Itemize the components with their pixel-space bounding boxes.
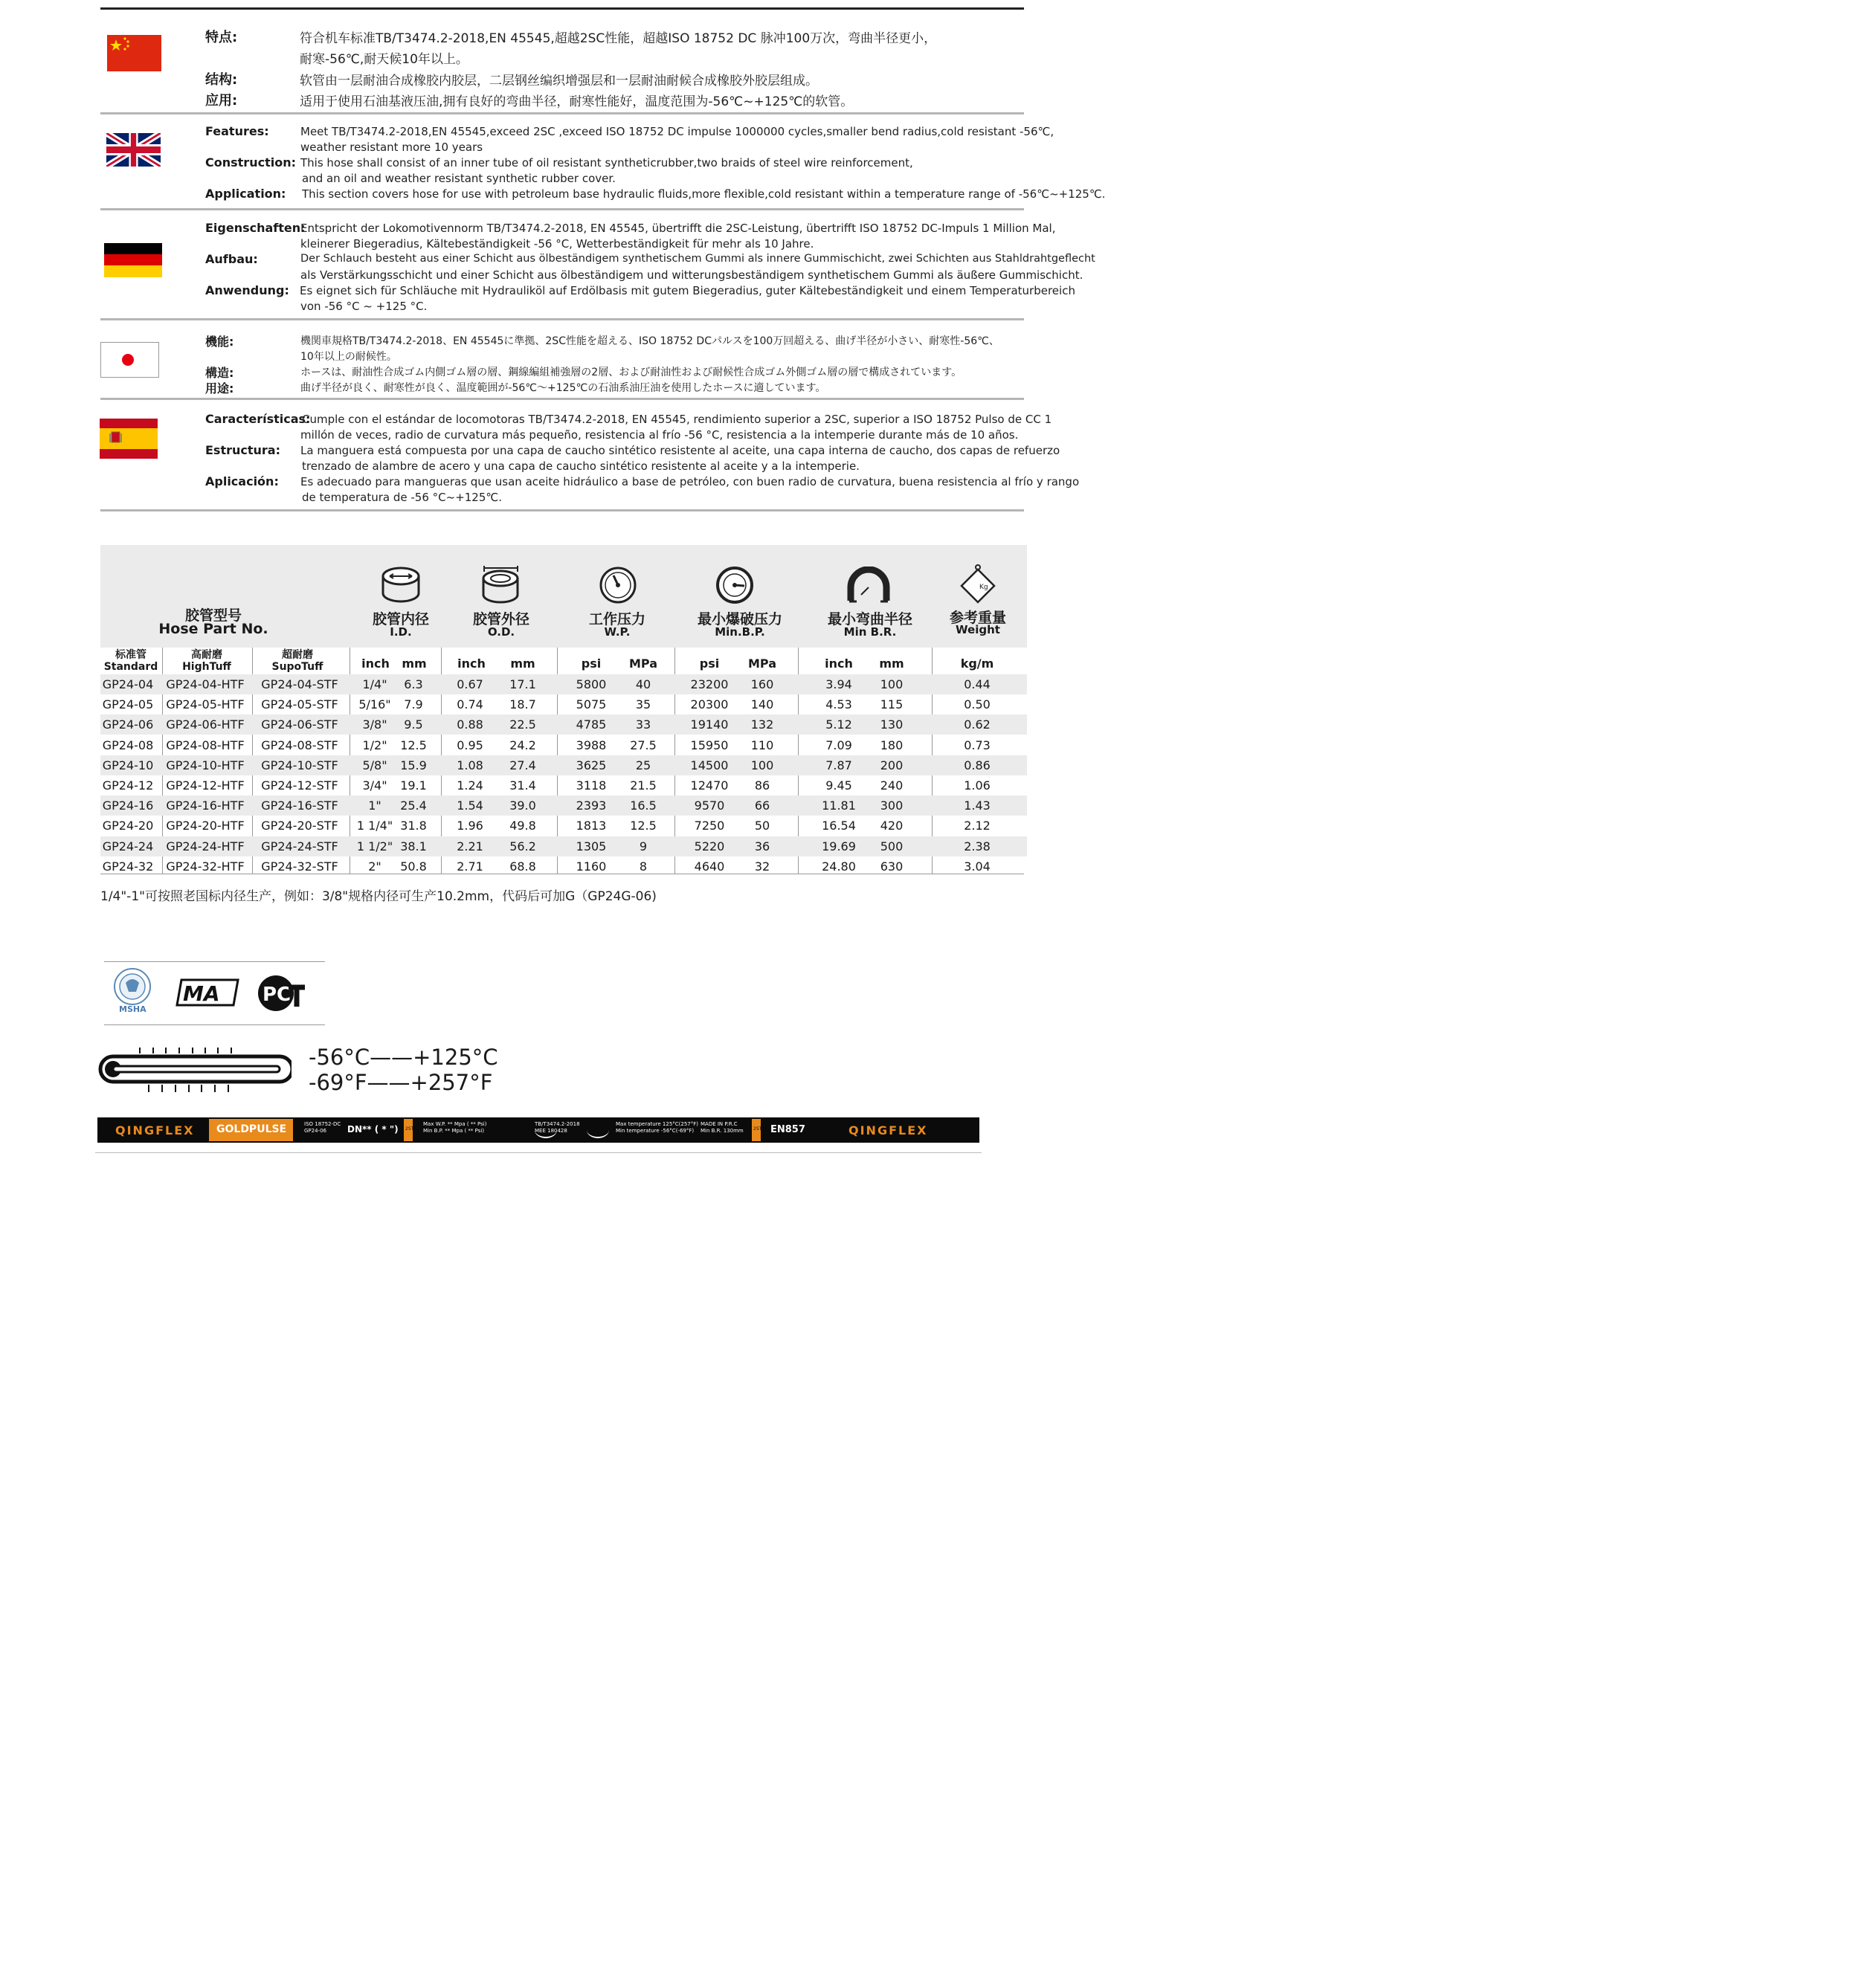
table-cell: 3118 [576,778,607,793]
unit-od-mm: mm [510,656,535,671]
table-cell: GP24-20 [102,819,154,833]
table-cell: GP24-04-HTF [166,677,245,691]
temperature-fahrenheit: -69°F——+257°F [309,1070,493,1095]
table-cell: 3.04 [964,859,991,874]
table-cell: 33 [635,717,651,732]
ja-application-text: 曲げ半径が良く、耐寒性が良く、温度範囲が-56℃～+125℃の石油系油圧油を使用したホースに適しています。 [300,382,826,394]
table-cell: 16.5 [630,798,657,813]
pressure-print [423,1121,486,1135]
table-cell: 25.4 [400,798,427,813]
br-header-en: Min B.R. [843,625,897,639]
en-application-text: This section covers hose for use with petroleum base hydraulic fluids,more flexible,cold resistant within a temperature range of -56℃~+125℃. [302,187,1106,201]
table-cell: 4640 [694,859,725,874]
minbr-print: Min B.R. 130mm [701,1128,744,1134]
ja-application-label: 用途: [205,381,234,396]
table-cell: GP24-10-HTF [166,758,245,772]
table-cell: GP24-32-HTF [166,859,245,874]
standard-en: Standard [103,661,158,673]
de-application-label: Anwendung: [205,283,289,297]
table-cell: 19.69 [822,839,856,853]
zh-construction-label: 结构: [205,72,238,88]
es-construction-text: La manguera está compuesta por una capa de caucho sintético resistente al aceite, una capa interna de caucho, dos capas de refuerzo [300,444,1060,457]
table-cell: 12.5 [400,738,427,752]
od-header-cn: 胶管外径 [472,611,529,627]
table-cell: GP24-24-STF [261,839,338,853]
en-construction-label: Construction: [205,155,296,170]
unit-od-inch: inch [457,656,486,671]
table-cell: 180 [880,738,904,752]
id-header-cn: 胶管内径 [372,611,429,627]
spain-flag-icon [100,419,158,459]
maxtemp-print: Max temperature 125°C(257°F) [616,1121,699,1127]
table-cell: 5800 [576,677,607,691]
table-cell: 32 [754,859,770,874]
standard-col-header [100,649,161,673]
hightuff-col-header [163,649,251,673]
table-cell: 130 [880,717,904,732]
qingflex-logo-2: QINGFLEX [848,1123,928,1137]
table-cell: 20300 [690,697,729,712]
table-cell: GP24-20-STF [261,819,338,833]
table-cell: 3625 [576,758,607,772]
de-construction-text: Der Schlauch besteht aus einer Schicht aus ölbeständigem synthetischem Gummi als innere Gummischicht, zwei Schichten aus Stahldrahtgeflecht [300,253,1095,265]
es-construction-text-2: trenzado de alambre de acero y una capa de caucho sintético resistente al aceite y a la intemperie. [302,459,860,473]
unit-bp-psi: psi [699,656,720,671]
es-application-text: Es adecuado para mangueras que usan aceite hidráulico a base de petróleo, con buen radio de curvatura, buena resistencia al frío y rango [300,475,1080,488]
table-cell: GP24-08-HTF [166,738,245,752]
table-cell: 7.87 [825,758,852,772]
bend-radius-icon [846,567,891,604]
pressure-gauge-icon [598,567,638,604]
table-cell: 1305 [576,839,607,853]
table-cell: 2.21 [457,839,483,853]
table-cell: 115 [880,697,904,712]
table-row [100,714,1027,735]
hose-print-stripe [97,1117,979,1143]
ma-logo-icon [175,978,239,1007]
section-divider [100,318,1024,320]
ja-construction-label: 構造: [205,366,234,380]
de-features-label: Eigenschaften: [205,221,306,235]
table-cell: 21.5 [630,778,657,793]
table-cell: GP24-12-STF [261,778,338,793]
inner-diameter-icon [381,567,422,604]
table-cell: 15.9 [400,758,427,772]
table-cell: 1/4" [362,677,387,691]
de-application-text: Es eignet sich für Schläuche mit Hydrauliköl auf Erdölbasis mit gutem Biegeradius, guter Kältebeständigkeit und einem Temperaturbereich [300,284,1075,297]
bp-header-cn: 最小爆破压力 [697,611,782,627]
table-cell: GP24-06-STF [261,717,338,732]
table-cell: 110 [750,738,774,752]
table-cell: 5/8" [362,758,387,772]
table-cell: GP24-08 [102,738,154,752]
svg-text:PC: PC [263,984,292,1006]
table-cell: 1.06 [964,778,991,793]
table-cell: 300 [880,798,904,813]
table-cell: 9.45 [825,778,852,793]
table-cell: 1 1/2" [356,839,393,853]
table-cell: GP24-20-HTF [166,819,245,833]
table-cell: 36 [754,839,770,853]
table-cell: GP24-12 [102,778,154,793]
table-cell: GP24-05-HTF [166,697,245,712]
svg-text:Kg: Kg [979,584,988,591]
table-cell: GP24-04-STF [261,677,338,691]
hightuff-en: HighTuff [182,661,231,673]
table-cell: 2.12 [964,819,991,833]
wp-header-en: W.P. [604,625,631,639]
unit-br-inch: inch [825,656,853,671]
ma-logo-text: MA [183,981,220,1006]
en-features-text: Meet TB/T3474.2-2018,EN 45545,exceed 2SC ,exceed ISO 18752 DC impulse 1000000 cycles,smaller bend radius,cold resistant -56℃, [300,125,1054,138]
table-cell: 0.86 [964,758,991,772]
zh-features-text: 符合机车标准TB/T3474.2-2018,EN 45545,超越2SC性能，超越ISO 18752 DC 脉冲100万次，弯曲半径更小， [300,31,937,46]
de-construction-label: Aufbau: [205,252,258,266]
weight-icon [959,564,996,605]
table-cell: 1.43 [964,798,991,813]
table-cell: 18.7 [509,697,536,712]
table-cell: 50.8 [400,859,427,874]
table-cell: 68.8 [509,859,536,874]
made-print [701,1121,744,1135]
table-cell: 6.3 [404,677,423,691]
table-cell: 17.1 [509,677,536,691]
table-cell: GP24-04 [102,677,154,691]
unit-id-mm: mm [402,656,427,671]
section-divider [100,398,1024,400]
table-cell: 100 [880,677,904,691]
en-construction-text-2: and an oil and weather resistant synthetic rubber cover. [302,172,616,185]
table-cell: 3/8" [362,717,387,732]
table-cell: 7.9 [404,697,423,712]
table-cell: 40 [635,677,651,691]
tb-print-line2: MEE 180428 [535,1128,567,1134]
table-cell: GP24-16 [102,798,154,813]
temperature-celsius: -56°C——+125°C [309,1045,498,1070]
table-cell: 9.5 [404,717,423,732]
weight-header-cn: 参考重量 [949,610,1006,626]
pct-logo-icon [256,974,306,1013]
iso-print [304,1121,341,1135]
cert-bottom-rule [104,1024,325,1025]
table-cell: 7250 [694,819,725,833]
table-cell: GP24-10-STF [261,758,338,772]
table-cell: 2393 [576,798,607,813]
table-cell: 240 [880,778,904,793]
table-cell: 50 [754,819,770,833]
section-divider [100,509,1024,511]
germany-flag-icon [104,243,162,277]
china-flag-icon [107,35,161,71]
ja-features-label: 機能: [205,335,234,349]
table-cell: 0.67 [457,677,483,691]
table-cell: 2.71 [457,859,483,874]
table-cell: 25 [635,758,651,772]
table-cell: GP24-10 [102,758,154,772]
table-cell: GP24-08-STF [261,738,338,752]
table-cell: 0.50 [964,697,991,712]
de-application-text-2: von -56 °C ~ +125 °C. [300,300,428,313]
bottom-rule [95,1152,982,1153]
table-cell: 0.62 [964,717,991,732]
en-construction-text: This hose shall consist of an inner tube of oil resistant syntheticrubber,two braids of steel wire reinforcement, [300,156,913,170]
zh-application-text: 适用于使用石油基液压油,拥有良好的弯曲半径，耐寒性能好，温度范围为-56℃~+125℃的软管。 [300,94,854,109]
table-cell: GP24-05 [102,697,154,712]
table-cell: 1813 [576,819,607,833]
table-cell: 1.96 [457,819,483,833]
hightuff-cn: 高耐磨 [191,649,222,661]
table-cell: 22.5 [509,717,536,732]
en857-print: EN857 [770,1124,805,1135]
table-cell: 100 [750,758,774,772]
zh-construction-text: 软管由一层耐油合成橡胶内胶层，二层钢丝编织增强层和一层耐油耐候合成橡胶外胶层组成。 [300,74,818,88]
train-icon [587,1122,609,1138]
tb-print [535,1121,580,1135]
table-cell: 38.1 [400,839,427,853]
table-cell: 24.2 [509,738,536,752]
table-cell: 12470 [690,778,729,793]
table-cell: 0.44 [964,677,991,691]
part-number-header-en: Hose Part No. [158,621,268,637]
goldpulse-label: GOLDPULSE [216,1123,287,1135]
table-cell: 630 [880,859,904,874]
table-row [100,755,1027,775]
unit-wp-psi: psi [581,656,602,671]
table-cell: 5.12 [825,717,852,732]
table-cell: 39.0 [509,798,536,813]
table-cell: 140 [750,697,774,712]
table-cell: GP24-12-HTF [166,778,245,793]
bp-header-en: Min.B.P. [715,625,765,639]
table-cell: 1 1/4" [356,819,393,833]
table-cell: 1/2" [362,738,387,752]
mark1-label: 2ST [405,1126,414,1132]
temp-print [616,1121,698,1135]
table-cell: 420 [880,819,904,833]
burst-gauge-icon [715,567,755,604]
table-cell: 0.95 [457,738,483,752]
iso-print-line1: ISO 18752-DC [304,1121,341,1127]
table-cell: 27.5 [630,738,657,752]
de-features-text-2: kleinerer Biegeradius, Kältebeständigkeit -56 °C, Wetterbeständigkeit für mehr als 10 Jahre. [300,237,814,251]
bp-print: Min B.P. ** Mpa ( ** Psi) [423,1128,485,1134]
table-cell: GP24-06 [102,717,154,732]
table-row [100,836,1027,856]
table-cell: 1.08 [457,758,483,772]
en-features-text-2: weather resistant more 10 years [300,141,483,154]
made-print-line1: MADE IN P.R.C [701,1121,738,1127]
table-cell: 8 [639,859,648,874]
top-rule [100,7,1024,10]
ja-features-text-2: 10年以上の耐候性。 [300,351,397,363]
table-cell: GP24-24-HTF [166,839,245,853]
supotuff-col-header [254,649,341,673]
iso-print-line2: GP24-06 [304,1128,326,1134]
wp-print: Max W.P. ** Mpa ( ** Psi) [423,1121,487,1127]
en-application-label: Application: [205,187,286,201]
table-cell: 0.74 [457,697,483,712]
table-cell: 160 [750,677,774,691]
table-cell: GP24-05-STF [261,697,338,712]
zh-features-text-2: 耐寒-56℃,耐天候10年以上。 [300,52,468,67]
table-cell: 15950 [690,738,729,752]
table-row [100,795,1027,816]
table-cell: 1160 [576,859,607,874]
supotuff-cn: 超耐磨 [282,649,313,661]
table-cell: GP24-16-HTF [166,798,245,813]
section-divider [100,112,1024,114]
es-features-label: Características: [205,412,311,426]
table-cell: GP24-32-STF [261,859,338,874]
table-cell: 1.54 [457,798,483,813]
table-cell: 11.81 [822,798,856,813]
table-cell: 2" [368,859,381,874]
table-cell: 1" [368,798,381,813]
table-cell: GP24-06-HTF [166,717,245,732]
table-note: 1/4"-1"可按照老国标内径生产，例如：3/8"规格内径可生产10.2mm，代码后可加G（GP24G-06) [100,889,657,904]
supotuff-en: SupoTuff [271,661,323,673]
table-cell: 3988 [576,738,607,752]
table-cell: 24.80 [822,859,856,874]
wp-header-cn: 工作压力 [588,611,645,627]
table-cell: 19.1 [400,778,427,793]
id-header-en: I.D. [390,625,412,639]
qingflex-logo: QINGFLEX [115,1123,195,1137]
zh-features-label: 特点: [205,30,238,45]
table-cell: 56.2 [509,839,536,853]
table-cell: 31.8 [400,819,427,833]
table-cell: GP24-32 [102,859,154,874]
od-header-en: O.D. [487,625,515,639]
table-cell: GP24-24 [102,839,154,853]
mintemp-print: Min temperature -56°C(-69°F) [616,1128,695,1134]
mark2-label: 2ST [753,1126,762,1132]
dn-print: DN** ( * ") [347,1124,399,1135]
table-row [100,816,1027,836]
table-cell: 66 [754,798,770,813]
table-cell: 500 [880,839,904,853]
table-cell: 14500 [690,758,729,772]
msha-label: MSHA [119,1004,146,1014]
table-row [100,735,1027,755]
table-cell: 132 [750,717,774,732]
table-cell: 9570 [694,798,725,813]
de-construction-text-2: als Verstärkungsschicht und einer Schicht aus ölbeständigem und witterungsbeständigem synthetischem Gummi als äußere Gummischicht. [300,268,1083,282]
table-cell: 31.4 [509,778,536,793]
es-features-text: Cumple con el estándar de locomotoras TB/T3474.2-2018, EN 45545, rendimiento superior a 2SC, superior a ISO 18752 Pulso de CC 1 [302,413,1052,426]
table-cell: 23200 [690,677,729,691]
outer-diameter-icon [480,563,521,604]
uk-flag-icon [106,133,161,167]
es-application-text-2: de temperatura de -56 °C~+125℃. [302,491,503,504]
unit-id-inch: inch [361,656,390,671]
es-application-label: Aplicación: [205,474,279,488]
en-features-label: Features: [205,124,269,138]
table-cell: 7.09 [825,738,852,752]
table-cell: 3.94 [825,677,852,691]
thermometer-icon [97,1045,292,1095]
standard-cn: 标准管 [115,649,146,661]
br-header-cn: 最小弯曲半径 [827,611,912,627]
table-cell: 1.24 [457,778,483,793]
table-cell: 4.53 [825,697,852,712]
ja-construction-text: ホースは、耐油性合成ゴム内側ゴム層の層、鋼線編組補強層の2層、および耐油性および耐候性合成ゴム外側ゴム層の層で構成されています。 [300,367,962,378]
ja-features-text: 機関車規格TB/T3474.2-2018、EN 45545に準拠、2SC性能を超える、ISO 18752 DCパルスを100万回超える、曲げ半径が小さい、耐寒性-56℃、 [300,335,999,347]
tb-print-line1: TB/T3474.2-2018 [535,1121,580,1127]
table-cell: 12.5 [630,819,657,833]
part-number-header-cn: 胶管型号 [184,607,242,624]
japan-flag-icon [100,342,159,378]
table-cell: 3/4" [362,778,387,793]
table-cell: 2.38 [964,839,991,853]
table-cell: 19140 [690,717,729,732]
table-cell: 0.73 [964,738,991,752]
unit-weight-kgm: kg/m [960,656,994,671]
table-row [100,775,1027,795]
table-cell: 86 [754,778,770,793]
table-row [100,694,1027,714]
table-cell: 4785 [576,717,607,732]
table-cell: 9 [639,839,648,853]
table-cell: 35 [635,697,651,712]
unit-bp-mpa: MPa [747,656,776,671]
table-cell: 5/16" [358,697,391,712]
cert-top-rule [104,961,325,962]
unit-br-mm: mm [879,656,904,671]
es-features-text-2: millón de veces, radio de curvatura más pequeño, resistencia al frío -56 °C, resistencia a la intemperie durante más de 10 años. [300,428,1019,442]
de-features-text: Entspricht der Lokomotivennorm TB/T3474.2-2018, EN 45545, übertrifft die 2SC-Leistung, übertrifft ISO 18752 DC-Impuls 1 Million Mal, [300,222,1056,235]
table-row [100,674,1027,694]
section-divider [100,208,1024,210]
table-cell: 49.8 [509,819,536,833]
table-cell: 16.54 [822,819,856,833]
table-cell: 5220 [694,839,725,853]
unit-wp-mpa: MPa [628,656,657,671]
table-cell: 0.88 [457,717,483,732]
table-cell: 27.4 [509,758,536,772]
table-cell: GP24-16-STF [261,798,338,813]
weight-header-en: Weight [956,623,1000,636]
table-cell: 5075 [576,697,607,712]
es-construction-label: Estructura: [205,443,280,457]
table-cell: 200 [880,758,904,772]
zh-application-label: 应用: [205,93,238,109]
